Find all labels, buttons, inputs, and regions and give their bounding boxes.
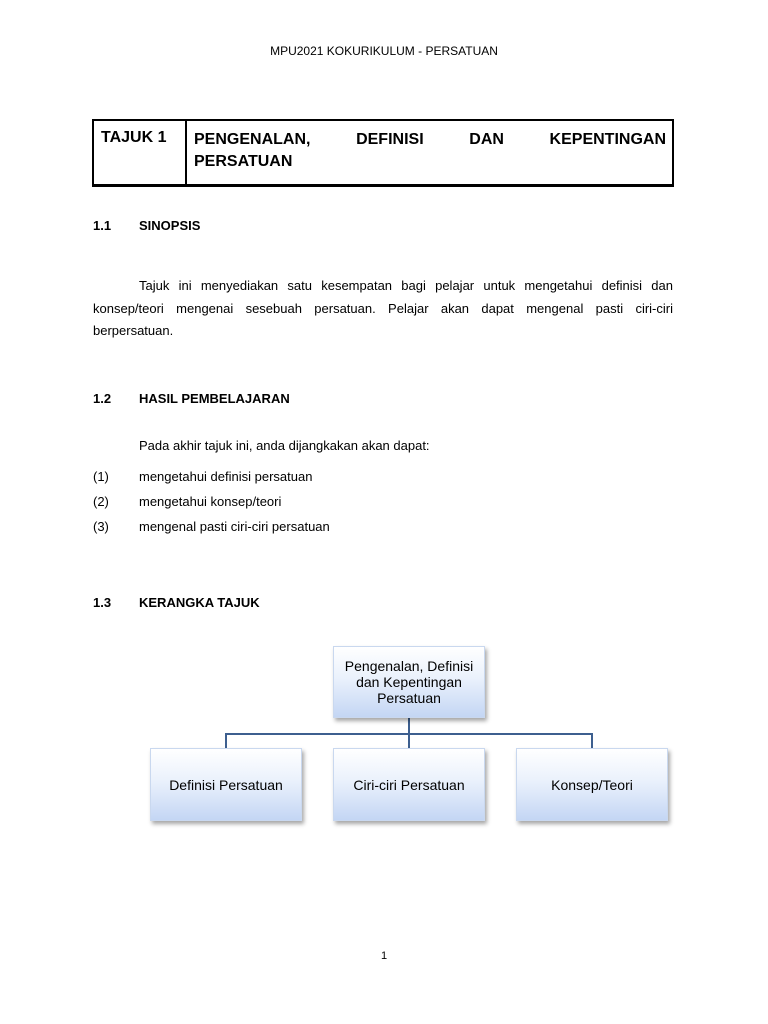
section-title-outcomes: HASIL PEMBELAJARAN xyxy=(139,391,290,406)
section-number-outcomes: 1.2 xyxy=(93,391,112,406)
outcomes-intro: Pada akhir tajuk ini, anda dijangkakan akan dapat: xyxy=(139,438,430,453)
title-divider xyxy=(185,121,187,184)
section-number-synopsis: 1.1 xyxy=(93,218,112,233)
synopsis-paragraph: Tajuk ini menyediakan satu kesempatan bagi pelajar untuk mengetahui definisi dan konsep/teori mengenai sesebuah persatuan. Pelajar akan dapat mengenal pasti ciri-ciri berpersatuan. xyxy=(93,278,673,338)
topic-title-box xyxy=(92,119,674,187)
outcome-marker: (1) xyxy=(93,469,109,484)
framework-node-characteristics: Ciri-ciri Persatuan xyxy=(333,748,485,821)
section-title-framework: KERANGKA TAJUK xyxy=(139,595,260,610)
outcome-marker: (3) xyxy=(93,519,109,534)
outcome-item: mengetahui konsep/teori xyxy=(139,494,282,509)
page-number: 1 xyxy=(380,950,388,962)
outcome-marker: (2) xyxy=(93,494,109,509)
page-header: MPU2021 KOKURIKULUM - PERSATUAN xyxy=(270,44,498,58)
topic-title-line2: PERSATUAN xyxy=(194,153,293,170)
outcome-item: mengetahui definisi persatuan xyxy=(139,469,313,484)
framework-root-node: Pengenalan, Definisi dan Kepentingan Persatuan xyxy=(333,646,485,718)
section-number-framework: 1.3 xyxy=(93,595,112,610)
outcome-item: mengenal pasti ciri-ciri persatuan xyxy=(139,519,330,534)
connector-right-drop xyxy=(591,733,593,748)
topic-title-line1: PENGENALAN, DEFINISI DAN KEPENTINGAN xyxy=(194,131,666,148)
connector-left-drop xyxy=(225,733,227,748)
topic-number: TAJUK 1 xyxy=(101,129,167,146)
connector-horizontal xyxy=(225,733,593,735)
framework-node-concept: Konsep/Teori xyxy=(516,748,668,821)
section-title-synopsis: SINOPSIS xyxy=(139,218,201,233)
framework-node-definition: Definisi Persatuan xyxy=(150,748,302,821)
